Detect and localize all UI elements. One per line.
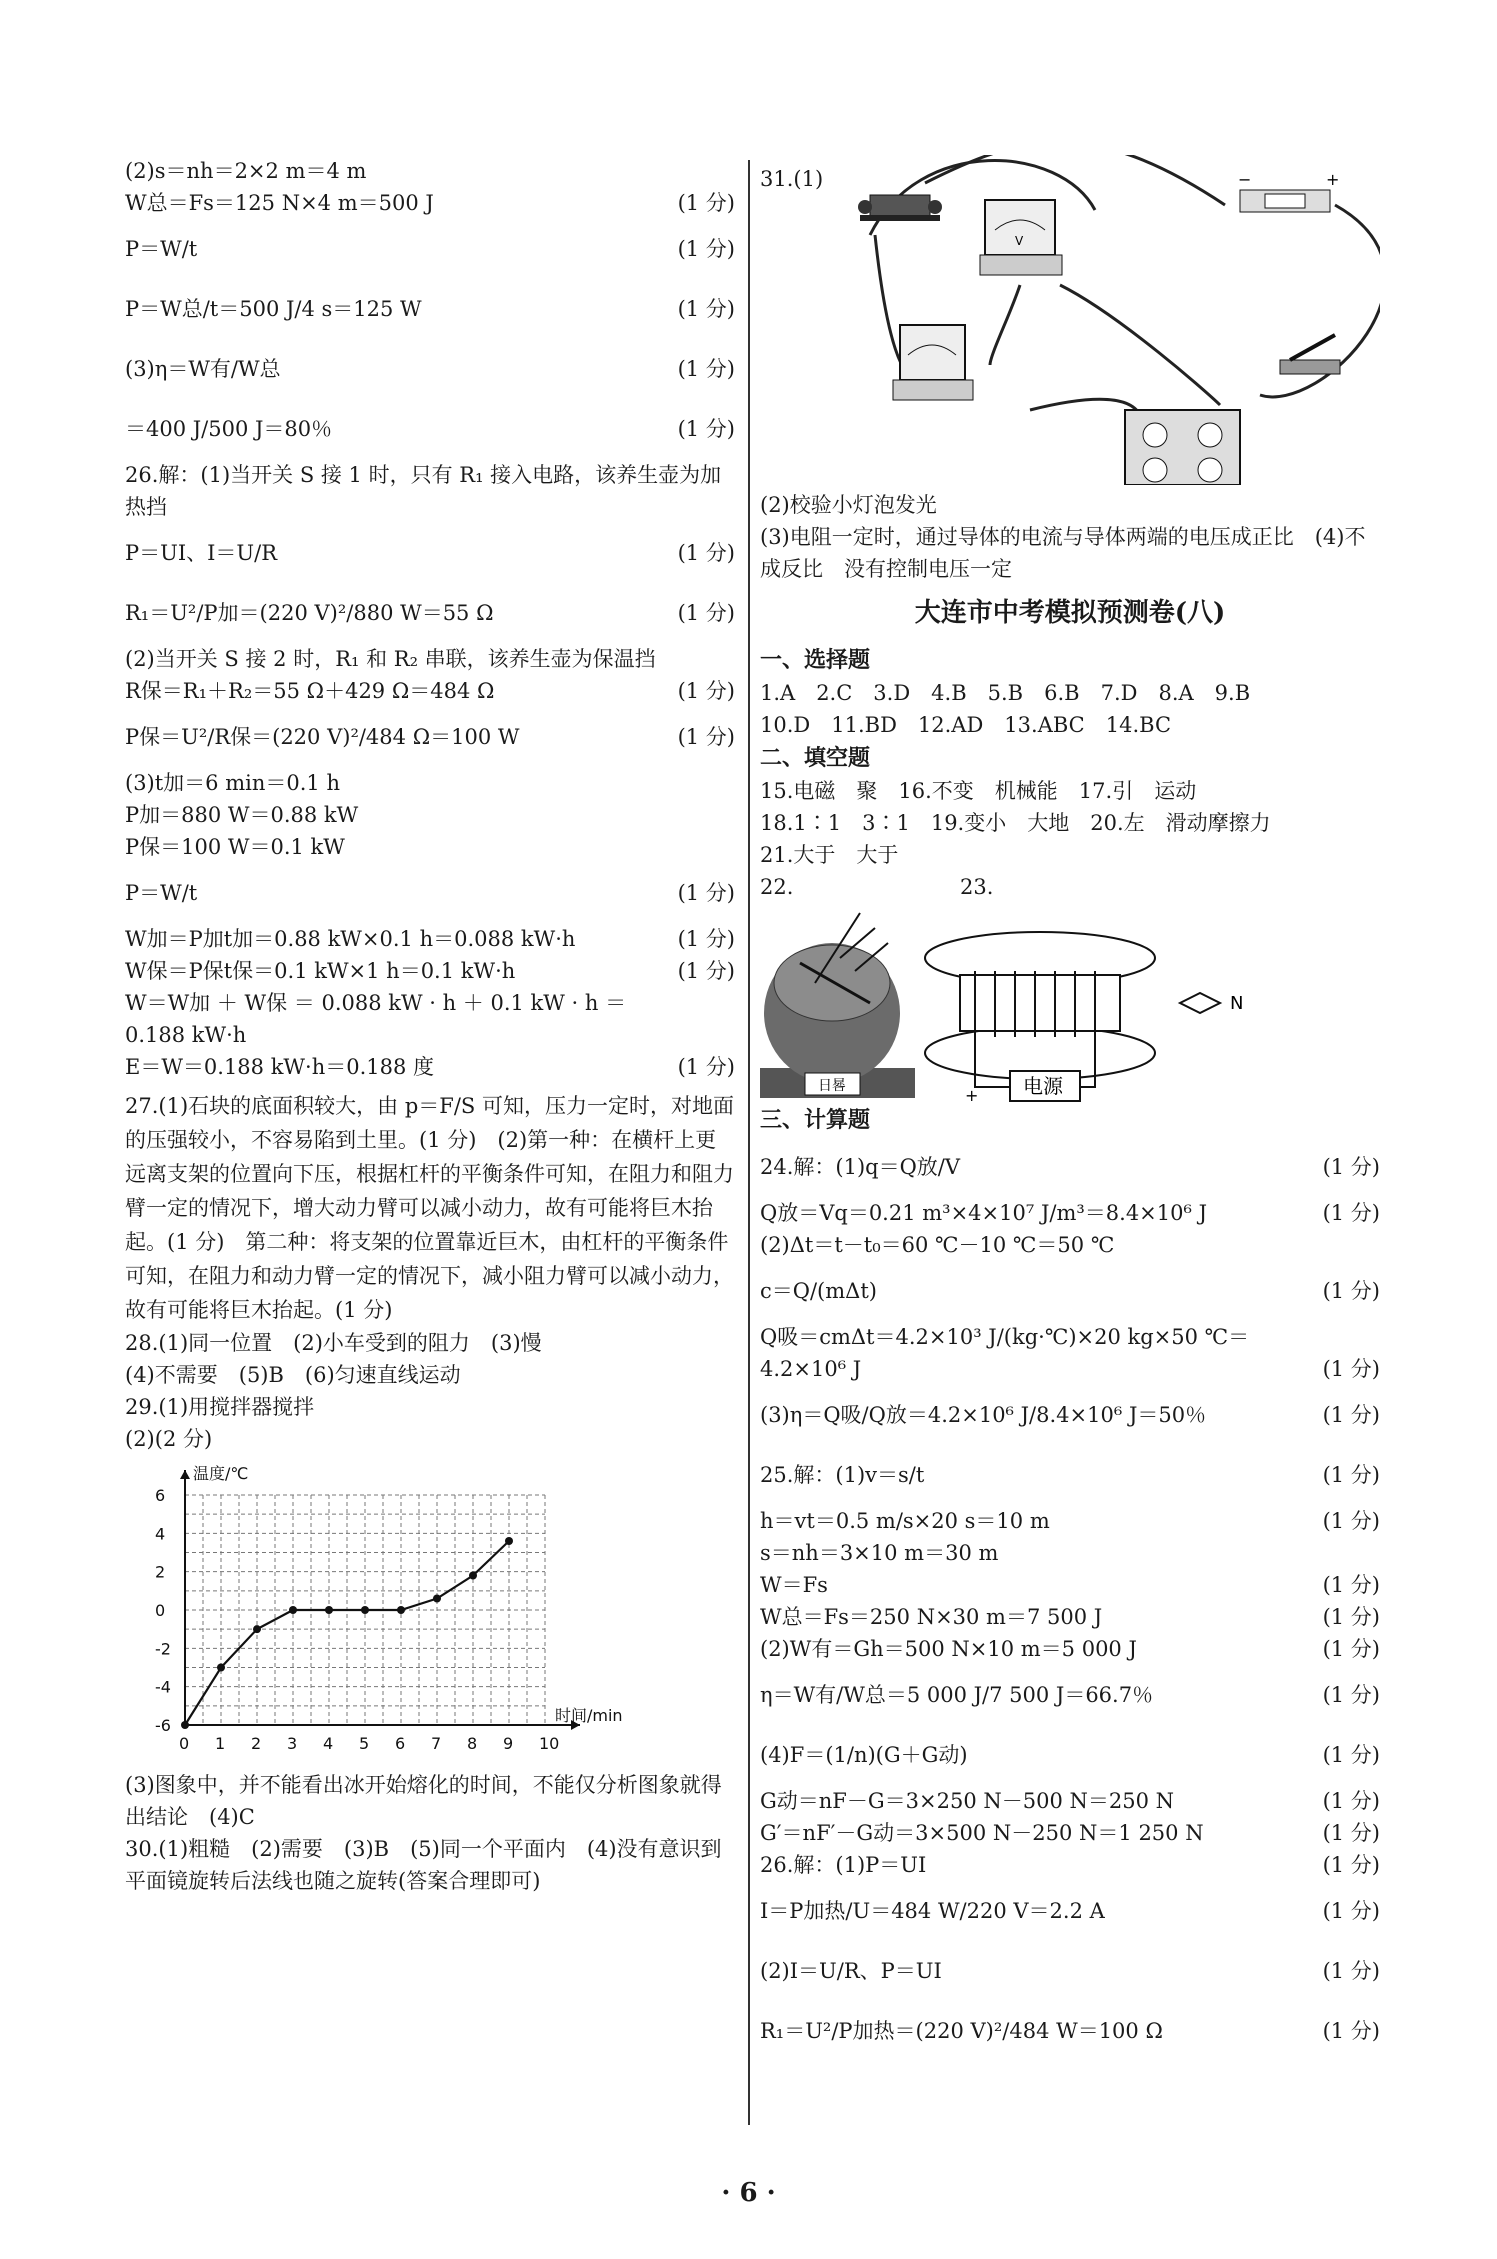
temperature-time-chart [125, 1455, 645, 1765]
answer-line: P＝W总/t＝500 J/4 s＝125 W (1 分) [125, 297, 735, 321]
y-tick-label: 6 [155, 1486, 166, 1505]
x-axis-label: 时间/min [555, 1706, 623, 1725]
north-label: N [1230, 993, 1244, 1014]
answer-line: (2)校验小灯泡发光 [760, 493, 937, 517]
q29-answer [125, 1391, 735, 1833]
answer-line: (2)I＝U/R、P＝UI (1 分) [760, 1959, 1380, 1983]
question-number: 31.(1) [760, 167, 824, 191]
battery-icon [1238, 170, 1339, 212]
q26-answer [125, 459, 735, 1083]
svg-text:+: + [1326, 170, 1340, 189]
answer-line: 4.2×10⁶ J (1 分) [760, 1357, 1380, 1381]
answer-line: 25.解：(1)v＝s/t (1 分) [760, 1463, 1380, 1487]
answer-line: 28.(1)同一位置 (2)小车受到的阻力 (3)慢 [125, 1331, 542, 1355]
answer-line: (3)η＝W有/W总 (1 分) [125, 357, 735, 381]
answer-line: P＝W/t (1 分) [125, 237, 735, 261]
data-point [289, 1606, 297, 1614]
voltmeter-icon [980, 200, 1062, 275]
q27-answer: 27.(1)石块的底面积较大，由 p＝F/S 可知，压力一定时，对地面的压强较小，不容易陷到土里。(1 分) (2)第一种：在横杆上更远离支架的位置向下压，根据杠杆的平衡条件可知，在阻力和阻力臂一定的情况下，增大动力臂可以减小动力，故有可能将巨木抬起。(1 分) 第二种：将支架的位置靠近巨木，由杠杆的平衡条件可知，在阻力和动力臂一定的情况下，减小阻力臂可以减小动力，故有可能将巨木抬起。(1 分) [125, 1094, 734, 1322]
section-heading: 二、填空题 [760, 745, 871, 771]
section-heading: 三、计算题 [760, 1107, 871, 1133]
q31-figure [760, 155, 1380, 585]
power-supply-label: 电源 [1023, 1074, 1063, 1098]
data-point [397, 1606, 405, 1614]
left-column [125, 155, 735, 1897]
answer-line: (2)Δt＝t－t₀＝60 ℃－10 ℃＝50 ℃ [760, 1233, 1115, 1257]
answer-line: P保＝100 W＝0.1 kW [125, 835, 345, 859]
answer-line: W加＝P加t加＝0.88 kW×0.1 h＝0.088 kW·h (1 分) [125, 927, 735, 951]
mc-answers-row: 1.A 2.C 3.D 4.B 5.B 6.B 7.D 8.A 9.B [760, 681, 1251, 705]
answer-line: (2)当开关 S 接 2 时，R₁ 和 R₂ 串联，该养生壶为保温挡 [125, 647, 656, 671]
sundial-and-solenoid-figure [760, 903, 1380, 1103]
ammeter-icon [893, 325, 973, 400]
answer-line: (3)η＝Q吸/Q放＝4.2×10⁶ J/8.4×10⁶ J＝50％ (1 分) [760, 1403, 1380, 1427]
y-tick-label: -6 [155, 1716, 171, 1735]
x-tick-label: 0 [179, 1734, 190, 1753]
data-point [433, 1595, 441, 1603]
fill-answers-row: 21.大于 大于 [760, 843, 899, 867]
answer-line: E＝W＝0.188 kW·h＝0.188 度 (1 分) [125, 1055, 735, 1079]
x-tick-label: 2 [251, 1734, 262, 1753]
q24-answer [760, 1137, 1380, 1445]
x-tick-label: 5 [359, 1734, 370, 1753]
answer-line: (3)t加＝6 min＝0.1 h [125, 771, 340, 795]
answer-line: P＝UI、I＝U/R (1 分) [125, 541, 735, 565]
answer-line: 26.解：(1)P＝UI (1 分) [760, 1853, 1380, 1877]
y-axis-label: 温度/℃ [193, 1464, 249, 1483]
answer-line: I＝P加热/U＝484 W/220 V＝2.2 A (1 分) [760, 1899, 1380, 1923]
x-tick-label: 8 [467, 1734, 478, 1753]
question-number: 22. [760, 875, 794, 899]
answer-line: P保＝U²/R保＝(220 V)²/484 Ω＝100 W (1 分) [125, 725, 735, 749]
answer-line: W＝Fs (1 分) [760, 1573, 1380, 1597]
answer-line: ＝400 J/500 J＝80％ (1 分) [125, 417, 735, 441]
compass-needle-icon [1180, 993, 1220, 1013]
answer-line: (2)(2 分) [125, 1427, 213, 1451]
fill-answers-row: 18.1∶1 3∶1 19.变小 大地 20.左 滑动摩擦力 [760, 811, 1271, 835]
svg-text:V: V [1015, 234, 1024, 248]
answer-line: G′＝nF′－G动＝3×500 N－250 N＝1 250 N (1 分) [760, 1821, 1380, 1845]
y-axis-arrow [180, 1470, 190, 1479]
data-point [469, 1572, 477, 1580]
answer-line: c＝Q/(mΔt) (1 分) [760, 1279, 1380, 1303]
question-number: 23. [960, 875, 994, 899]
column-divider [748, 160, 750, 2125]
answer-line: (4)不需要 (5)B (6)匀速直线运动 [125, 1363, 461, 1387]
answer-line: W总＝Fs＝250 N×30 m＝7 500 J (1 分) [760, 1605, 1380, 1629]
exam-title: 大连市中考模拟预测卷(八) [914, 598, 1226, 628]
x-tick-label: 9 [503, 1734, 514, 1753]
data-point [361, 1606, 369, 1614]
answer-line: (3)图象中，并不能看出冰开始熔化的时间，不能仅分析图象就得出结论 (4)C [125, 1773, 722, 1829]
answer-line: (2)W有＝Gh＝500 N×10 m＝5 000 J (1 分) [760, 1637, 1380, 1661]
answer-line: η＝W有/W总＝5 000 J/7 500 J＝66.7％ (1 分) [760, 1683, 1380, 1707]
q28-answer [125, 1327, 735, 1391]
answer-line: 24.解：(1)q＝Q放/V (1 分) [760, 1155, 1380, 1179]
answer-line: (2)s＝nh＝2×2 m＝4 m [125, 159, 367, 183]
answer-line: Q放＝Vq＝0.21 m³×4×10⁷ J/m³＝8.4×10⁶ J (1 分) [760, 1201, 1380, 1225]
svg-text:−: − [1238, 170, 1252, 189]
x-tick-label: 10 [539, 1734, 560, 1753]
data-point [181, 1721, 189, 1729]
answer-line: R₁＝U²/P加热＝(220 V)²/484 W＝100 Ω (1 分) [760, 2019, 1380, 2043]
x-tick-label: 7 [431, 1734, 442, 1753]
q30-answer: 30.(1)粗糙 (2)需要 (3)B (5)同一个平面内 (4)没有意识到平面镜旋转后法线也随之旋转(答案合理即可) [125, 1837, 722, 1893]
fill-answers-row: 15.电磁 聚 16.不变 机械能 17.引 运动 [760, 779, 1197, 803]
q25-answer [760, 1445, 1380, 1849]
sundial-label: 日晷 [818, 1078, 846, 1094]
answer-line: (3)电阻一定时，通过导体的电流与导体两端的电压成正比 (4)不成反比 没有控制电压一定 [760, 525, 1366, 581]
answer-line: s＝nh＝3×10 m＝30 m [760, 1541, 999, 1565]
q25-part2 [125, 155, 735, 459]
sundial-figure [760, 913, 915, 1098]
y-tick-label: -4 [155, 1677, 171, 1697]
solenoid-figure [925, 932, 1243, 1103]
y-tick-label: -2 [155, 1639, 171, 1659]
section-heading: 一、选择题 [760, 647, 871, 673]
q26b-answer [760, 1849, 1380, 2061]
data-point [253, 1625, 261, 1633]
answer-line: P＝W/t (1 分) [125, 881, 735, 905]
x-tick-label: 4 [323, 1734, 334, 1753]
answer-line: G动＝nF－G＝3×250 N－500 N＝250 N (1 分) [760, 1789, 1380, 1813]
mc-answers-row: 10.D 11.BD 12.AD 13.ABC 14.BC [760, 713, 1172, 737]
right-column [760, 155, 1380, 2061]
answer-line: R保＝R₁＋R₂＝55 Ω＋429 Ω＝484 Ω (1 分) [125, 679, 735, 703]
plus-sign: + [965, 1086, 979, 1103]
answer-line: W总＝Fs＝125 N×4 m＝500 J (1 分) [125, 191, 735, 215]
answer-line: Q吸＝cmΔt＝4.2×10³ J/(kg·℃)×20 kg×50 ℃＝ [760, 1325, 1250, 1349]
answer-line: P加＝880 W＝0.88 kW [125, 803, 359, 827]
x-tick-label: 3 [287, 1734, 298, 1753]
fill-answers-row [760, 871, 1380, 903]
x-tick-label: 1 [215, 1734, 226, 1753]
answer-line: W＝W加 ＋ W保 ＝ 0.088 kW · h ＋ 0.1 kW · h ＝ [125, 991, 627, 1015]
y-tick-label: 4 [155, 1524, 166, 1544]
answer-line: h＝vt＝0.5 m/s×20 s＝10 m (1 分) [760, 1509, 1380, 1533]
rheostat-icon [858, 195, 942, 221]
answer-line: 0.188 kW·h [125, 1023, 247, 1047]
data-point [505, 1537, 513, 1545]
data-point [217, 1664, 225, 1672]
answer-line: 29.(1)用搅拌器搅拌 [125, 1395, 315, 1419]
switch-icon [1280, 335, 1340, 374]
y-tick-label: 2 [155, 1562, 166, 1582]
answer-line: W保＝P保t保＝0.1 kW×1 h＝0.1 kW·h (1 分) [125, 959, 735, 983]
resistance-box-icon [1125, 410, 1240, 485]
page-number: · 6 · [721, 2178, 776, 2208]
x-tick-label: 6 [395, 1734, 406, 1753]
q22-q23-figures [760, 903, 1380, 1103]
y-tick-label: 0 [155, 1601, 166, 1620]
question-intro: 26.解：(1)当开关 S 接 1 时，只有 R₁ 接入电路，该养生壶为加热挡 [125, 463, 722, 519]
circuit-diagram [760, 155, 1380, 485]
answer-line: R₁＝U²/P加＝(220 V)²/880 W＝55 Ω (1 分) [125, 601, 735, 625]
answer-line: (4)F＝(1/n)(G＋G动) (1 分) [760, 1743, 1380, 1767]
data-point [325, 1606, 333, 1614]
